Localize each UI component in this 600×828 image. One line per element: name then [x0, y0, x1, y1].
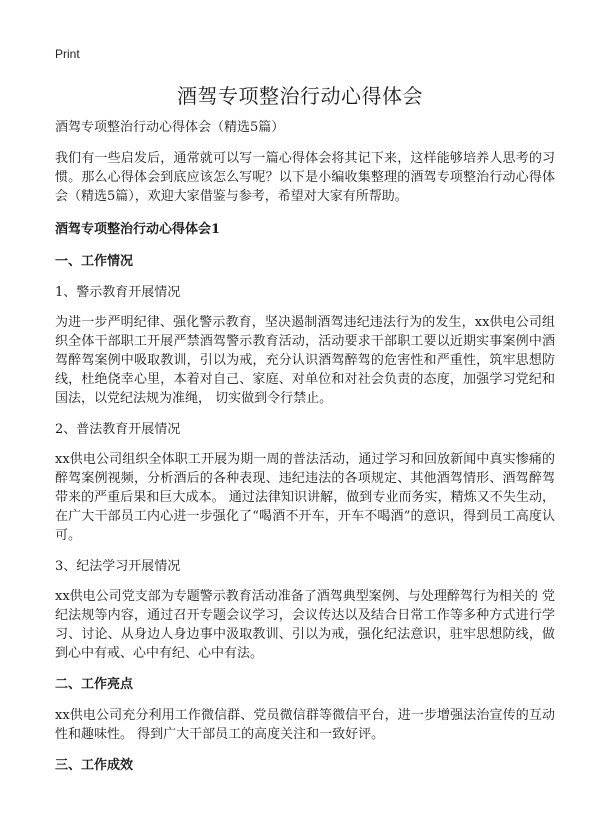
item1-heading: 1、警示教育开展情况: [55, 285, 181, 300]
part2-paragraph: xx供电公司充分利用工作微信群、党员微信群等微信平台，进一步增强法治宣传的互动性和趣味性。 得到广大干部员工的高度关注和一致好评。: [55, 708, 555, 742]
part2-heading: 二、工作亮点: [55, 677, 134, 692]
document-body: [55, 118, 555, 787]
item2-paragraph: xx供电公司组织全体职工开展为期一周的普法活动，通过学习和回放新闻中真实惨痛的醉驾案例视频，分析酒后的各种表现、违纪违法的各项规定、其他酒驾情形、酒驾醉驾带来的严重后果和巨大成本。 通过法律知识讲解，做到专业而务实，精炼又不失生动，在广大干部员工内心进一步强化了“喝酒不开车，开车不喝酒”的意识，得到员工高度认可。: [55, 452, 555, 543]
item2-heading: 2、普法教育开展情况: [55, 422, 181, 437]
print-link[interactable]: Print: [55, 47, 80, 61]
section-title: 酒驾专项整治行动心得体会1: [55, 222, 221, 237]
intro-paragraph: 我们有一些启发后，通常就可以写一篇心得体会将其记下来，这样能够培养人思考的习惯。那么心得体会到底应该怎么写呢？以下是小编收集整理的酒驾专项整治行动心得体会（精选5篇），欢迎大家借鉴与参考，希望对大家有所帮助。: [55, 151, 555, 204]
part1-heading: 一、工作情况: [55, 254, 134, 269]
item3-paragraph: xx供电公司党支部为专题警示教育活动准备了酒驾典型案例、与处理醉驾行为相关的 党纪法规等内容，通过召开专题会议学习，会议传达以及结合日常工作等多种方式进行学习、讨论、从身边人身边事中汲取教训、引以为戒，强化纪法意识，驻牢思想防线，做到心中有戒、心中有纪、心中有法。: [55, 589, 555, 661]
part3-heading: 三、工作成效: [55, 758, 134, 773]
item1-paragraph: 为进一步严明纪律、强化警示教育，坚决遏制酒驾违纪违法行为的发生，xx供电公司组织全体干部职工开展严禁酒驾警示教育活动，活动要求干部职工要以近期实事案例中酒驾醉驾案例中吸取教训，引以为戒，充分认识酒驾醉驾的危害性和严重性，筑牢思想防线，杜绝侥幸心里，本着对自己、家庭、对单位和对社会负责的态度，加强学习党纪和国法，以党纪法规为准绳， 切实做到令行禁止。: [55, 315, 555, 406]
item3-heading: 3、纪法学习开展情况: [55, 559, 181, 574]
document-subtitle: 酒驾专项整治行动心得体会（精选5篇）: [55, 120, 285, 135]
document-title: 酒驾专项整治行动心得体会: [177, 84, 423, 108]
